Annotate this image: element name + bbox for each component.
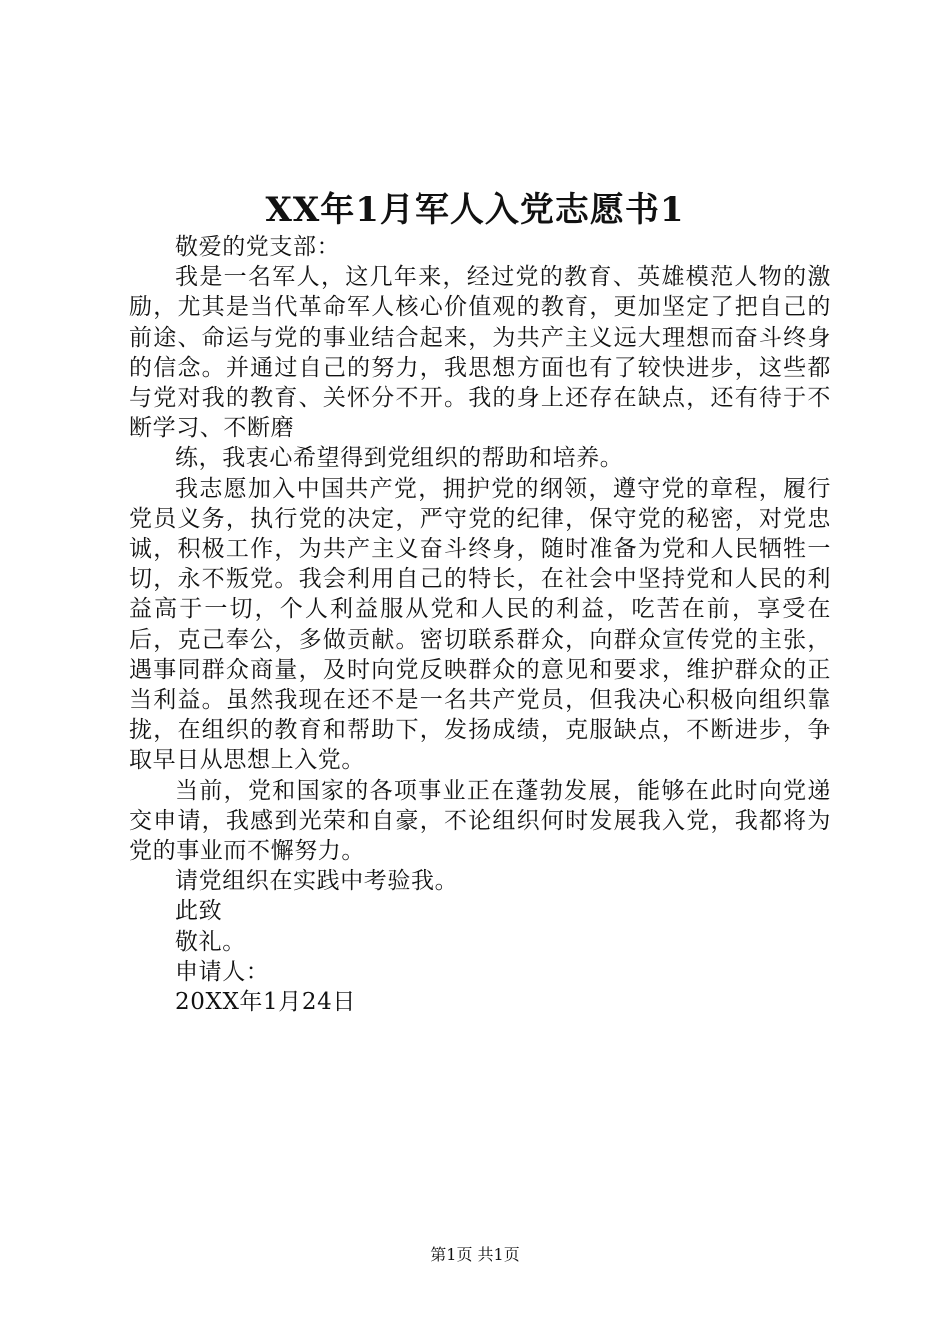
- paragraph: 练，我衷心希望得到党组织的帮助和培养。: [175, 445, 624, 472]
- document-title: XX年1月军人入党志愿书1: [265, 190, 685, 230]
- closing-line: 敬礼。: [175, 928, 246, 955]
- paragraph: 请党组织在实践中考验我。: [175, 868, 459, 895]
- signature-date: 20XX年1月24日: [175, 989, 356, 1016]
- page-footer: 第1页 共1页: [430, 1245, 520, 1264]
- paragraph: 当前，党和国家的各项事业正在蓬勃发展，能够在此时向党递交申请，我感到光荣和自豪，不论组织何时发展我入党，我都将为党的事业而不懈努力。: [129, 777, 831, 865]
- applicant-label: 申请人：: [175, 958, 270, 985]
- closing-block: [129, 896, 831, 1017]
- paragraph: 我志愿加入中国共产党，拥护党的纲领，遵守党的章程，履行党员义务，执行党的决定，严守党的纪律，保守党的秘密，对党忠诚，积极工作，为共产主义奋斗终身，随时准备为党和人民牺牲一切，永不叛党。我会利用自己的特长，在社会中坚持党和人民的利益高于一切，个人利益服从党和人民的利益，吃苦在前，享受在后，克己奉公，多做贡献。密切联系群众，向群众宣传党的主张，遇事同群众商量，及时向党反映群众的意见和要求，维护群众的正当利益。虽然我现在还不是一名共产党员，但我决心积极向组织靠拢，在组织的教育和帮助下，发扬成绩，克服缺点，不断进步，争取早日从思想上入党。: [129, 475, 831, 774]
- closing-line: 此致: [175, 898, 223, 925]
- salutation: 敬爱的党支部：: [175, 234, 341, 260]
- document-body: [129, 232, 831, 1017]
- paragraph: 我是一名军人，这几年来，经过党的教育、英雄模范人物的激励，尤其是当代革命军人核心价值观的教育，更加坚定了把自己的前途、命运与党的事业结合起来，为共产主义远大理想而奋斗终身的信念。并通过自己的努力，我思想方面也有了较快进步，这些都与党对我的教育、关怀分不开。我的身上还存在缺点，还有待于不断学习、不断磨: [129, 264, 831, 442]
